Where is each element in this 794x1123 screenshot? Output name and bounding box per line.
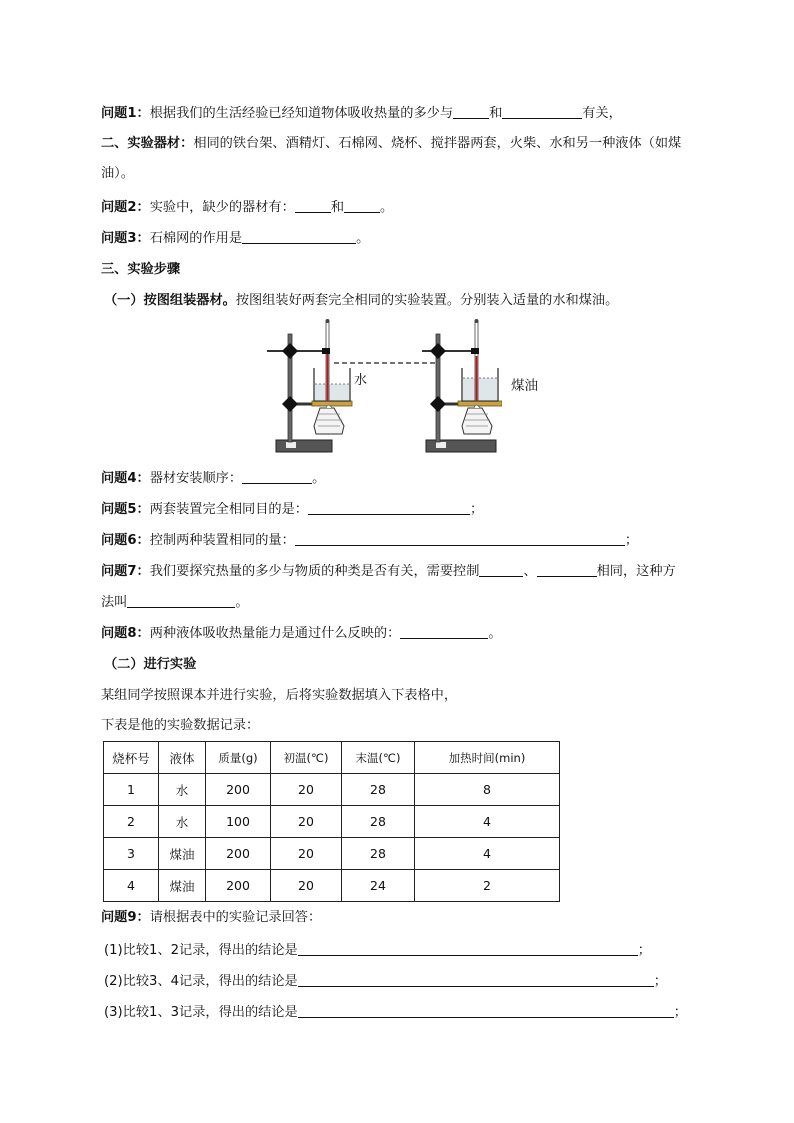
question-9-part-2 xyxy=(104,972,667,991)
table-cell: 2 xyxy=(104,806,159,838)
question-7 xyxy=(101,562,676,581)
section-steps xyxy=(101,261,180,279)
water-label: 水 xyxy=(354,373,368,388)
table-cell: 煤油 xyxy=(159,870,206,902)
table-cell: 20 xyxy=(271,870,342,902)
question-text: (2)比较3、4记录，得出的结论是 xyxy=(104,974,298,989)
table-cell: 200 xyxy=(206,774,271,806)
column-header: 加热时间(min) xyxy=(415,742,560,774)
question-text: ； xyxy=(673,1005,687,1020)
question-text: ； xyxy=(470,502,484,517)
question-3 xyxy=(101,229,369,248)
question-9 xyxy=(101,909,321,927)
right-apparatus xyxy=(422,319,502,452)
section-text: 相同的铁台架、酒精灯、石棉网、烧杯、搅拌器两套，火柴、水和另一种液体（如煤 xyxy=(193,136,682,151)
table-cell: 4 xyxy=(415,806,560,838)
step-heading: （一）按图组装器材。 xyxy=(104,293,236,308)
question-text: 有关， xyxy=(582,106,622,121)
answer-blank[interactable] xyxy=(295,198,331,213)
question-text: 。 xyxy=(235,595,249,610)
question-text: 和 xyxy=(330,200,344,215)
table-cell: 1 xyxy=(104,774,159,806)
question-text: 和 xyxy=(489,106,503,121)
question-text: 。 xyxy=(356,231,370,246)
section-equipment-cont xyxy=(101,165,134,183)
answer-blank[interactable] xyxy=(453,104,489,119)
answer-blank[interactable] xyxy=(502,104,582,119)
question-text: 。 xyxy=(380,200,394,215)
question-text: 两种液体吸收热量能力是通过什么反映的： xyxy=(149,626,401,641)
question-8 xyxy=(101,624,502,643)
table-row xyxy=(104,870,560,902)
column-header: 烧杯号 xyxy=(104,742,159,774)
step-1 xyxy=(104,292,618,310)
table-cell: 4 xyxy=(415,838,560,870)
question-text: 请根据表中的实验记录回答： xyxy=(149,910,322,925)
question-text: 控制两种装置相同的量： xyxy=(149,533,295,548)
question-5 xyxy=(101,500,483,519)
table-row xyxy=(104,774,560,806)
step-text: 按图组装好两套完全相同的实验装置。分别装入适量的水和煤油。 xyxy=(235,293,619,308)
column-header: 质量(g) xyxy=(206,742,271,774)
answer-blank[interactable] xyxy=(298,972,654,987)
question-label: 问题2： xyxy=(101,200,150,215)
question-4 xyxy=(101,469,325,488)
answer-blank[interactable] xyxy=(308,500,470,515)
data-table xyxy=(103,741,560,902)
answer-blank[interactable] xyxy=(242,229,356,244)
section-equipment xyxy=(101,135,681,153)
table-cell: 28 xyxy=(342,806,415,838)
table-cell: 煤油 xyxy=(159,838,206,870)
table-cell: 100 xyxy=(206,806,271,838)
question-text: 。 xyxy=(488,626,502,641)
question-text: 两套装置完全相同目的是： xyxy=(149,502,308,517)
column-header: 末温(℃) xyxy=(342,742,415,774)
question-text: 相同，这种方 xyxy=(596,564,676,579)
answer-blank[interactable] xyxy=(479,562,523,577)
paragraph-2: 下表是他的实验数据记录： xyxy=(101,718,260,733)
question-text: 根据我们的生活经验已经知道物体吸收热量的多少与 xyxy=(149,106,454,121)
answer-blank[interactable] xyxy=(400,624,488,639)
question-label: 问题8： xyxy=(101,626,150,641)
table-cell: 20 xyxy=(271,838,342,870)
question-text: 石棉网的作用是 xyxy=(149,231,243,246)
table-header-row xyxy=(104,742,560,774)
section-heading: 二、实验器材： xyxy=(101,136,194,151)
table-cell: 2 xyxy=(415,870,560,902)
question-text: ； xyxy=(624,533,638,548)
question-label: 问题5： xyxy=(101,502,150,517)
column-header: 液体 xyxy=(159,742,206,774)
question-text: 器材安装顺序： xyxy=(149,471,243,486)
answer-blank[interactable] xyxy=(344,198,380,213)
answer-blank[interactable] xyxy=(295,531,625,546)
question-1 xyxy=(101,104,622,123)
table-cell: 24 xyxy=(342,870,415,902)
question-text: ； xyxy=(653,974,667,989)
question-text: ； xyxy=(637,943,651,958)
question-text: (1)比较1、2记录，得出的结论是 xyxy=(104,943,298,958)
answer-blank[interactable] xyxy=(537,562,597,577)
table-cell: 28 xyxy=(342,774,415,806)
table-cell: 4 xyxy=(104,870,159,902)
table-cell: 水 xyxy=(159,806,206,838)
question-9-part-3 xyxy=(104,1003,687,1022)
question-text: 实验中，缺少的器材有： xyxy=(149,200,295,215)
step-heading: （二）进行实验 xyxy=(104,657,197,672)
table-cell: 200 xyxy=(206,838,271,870)
question-label: 问题4： xyxy=(101,471,150,486)
table-cell: 20 xyxy=(271,774,342,806)
question-text: 。 xyxy=(312,471,326,486)
kerosene-label: 煤油 xyxy=(511,378,538,394)
answer-blank[interactable] xyxy=(242,469,312,484)
left-apparatus xyxy=(267,319,352,452)
answer-blank[interactable] xyxy=(298,1003,674,1018)
table-cell: 8 xyxy=(415,774,560,806)
question-label: 问题7： xyxy=(101,564,150,579)
question-9-part-1 xyxy=(104,941,651,960)
question-7-cont xyxy=(101,593,249,612)
question-2 xyxy=(101,198,393,217)
question-6 xyxy=(101,531,638,550)
question-label: 问题3： xyxy=(101,231,150,246)
apparatus-figure xyxy=(262,316,502,462)
question-text: 法叫 xyxy=(101,595,128,610)
answer-blank[interactable] xyxy=(127,593,235,608)
question-text: (3)比较1、3记录，得出的结论是 xyxy=(104,1005,298,1020)
question-label: 问题1： xyxy=(101,106,150,121)
question-text: 、 xyxy=(523,564,537,579)
answer-blank[interactable] xyxy=(298,941,638,956)
question-label: 问题6： xyxy=(101,533,150,548)
table-cell: 200 xyxy=(206,870,271,902)
question-label: 问题9： xyxy=(101,910,150,925)
section-heading: 三、实验步骤 xyxy=(101,262,181,277)
table-cell: 3 xyxy=(104,838,159,870)
table-cell: 28 xyxy=(342,838,415,870)
paragraph-1: 某组同学按照课本并进行实验，后将实验数据填入下表格中， xyxy=(101,688,458,703)
table-row xyxy=(104,838,560,870)
table-row xyxy=(104,806,560,838)
step-2 xyxy=(104,656,196,674)
column-header: 初温(℃) xyxy=(271,742,342,774)
question-text: 我们要探究热量的多少与物质的种类是否有关，需要控制 xyxy=(149,564,480,579)
section-text: 油）。 xyxy=(101,166,134,181)
table-cell: 20 xyxy=(271,806,342,838)
table-cell: 水 xyxy=(159,774,206,806)
